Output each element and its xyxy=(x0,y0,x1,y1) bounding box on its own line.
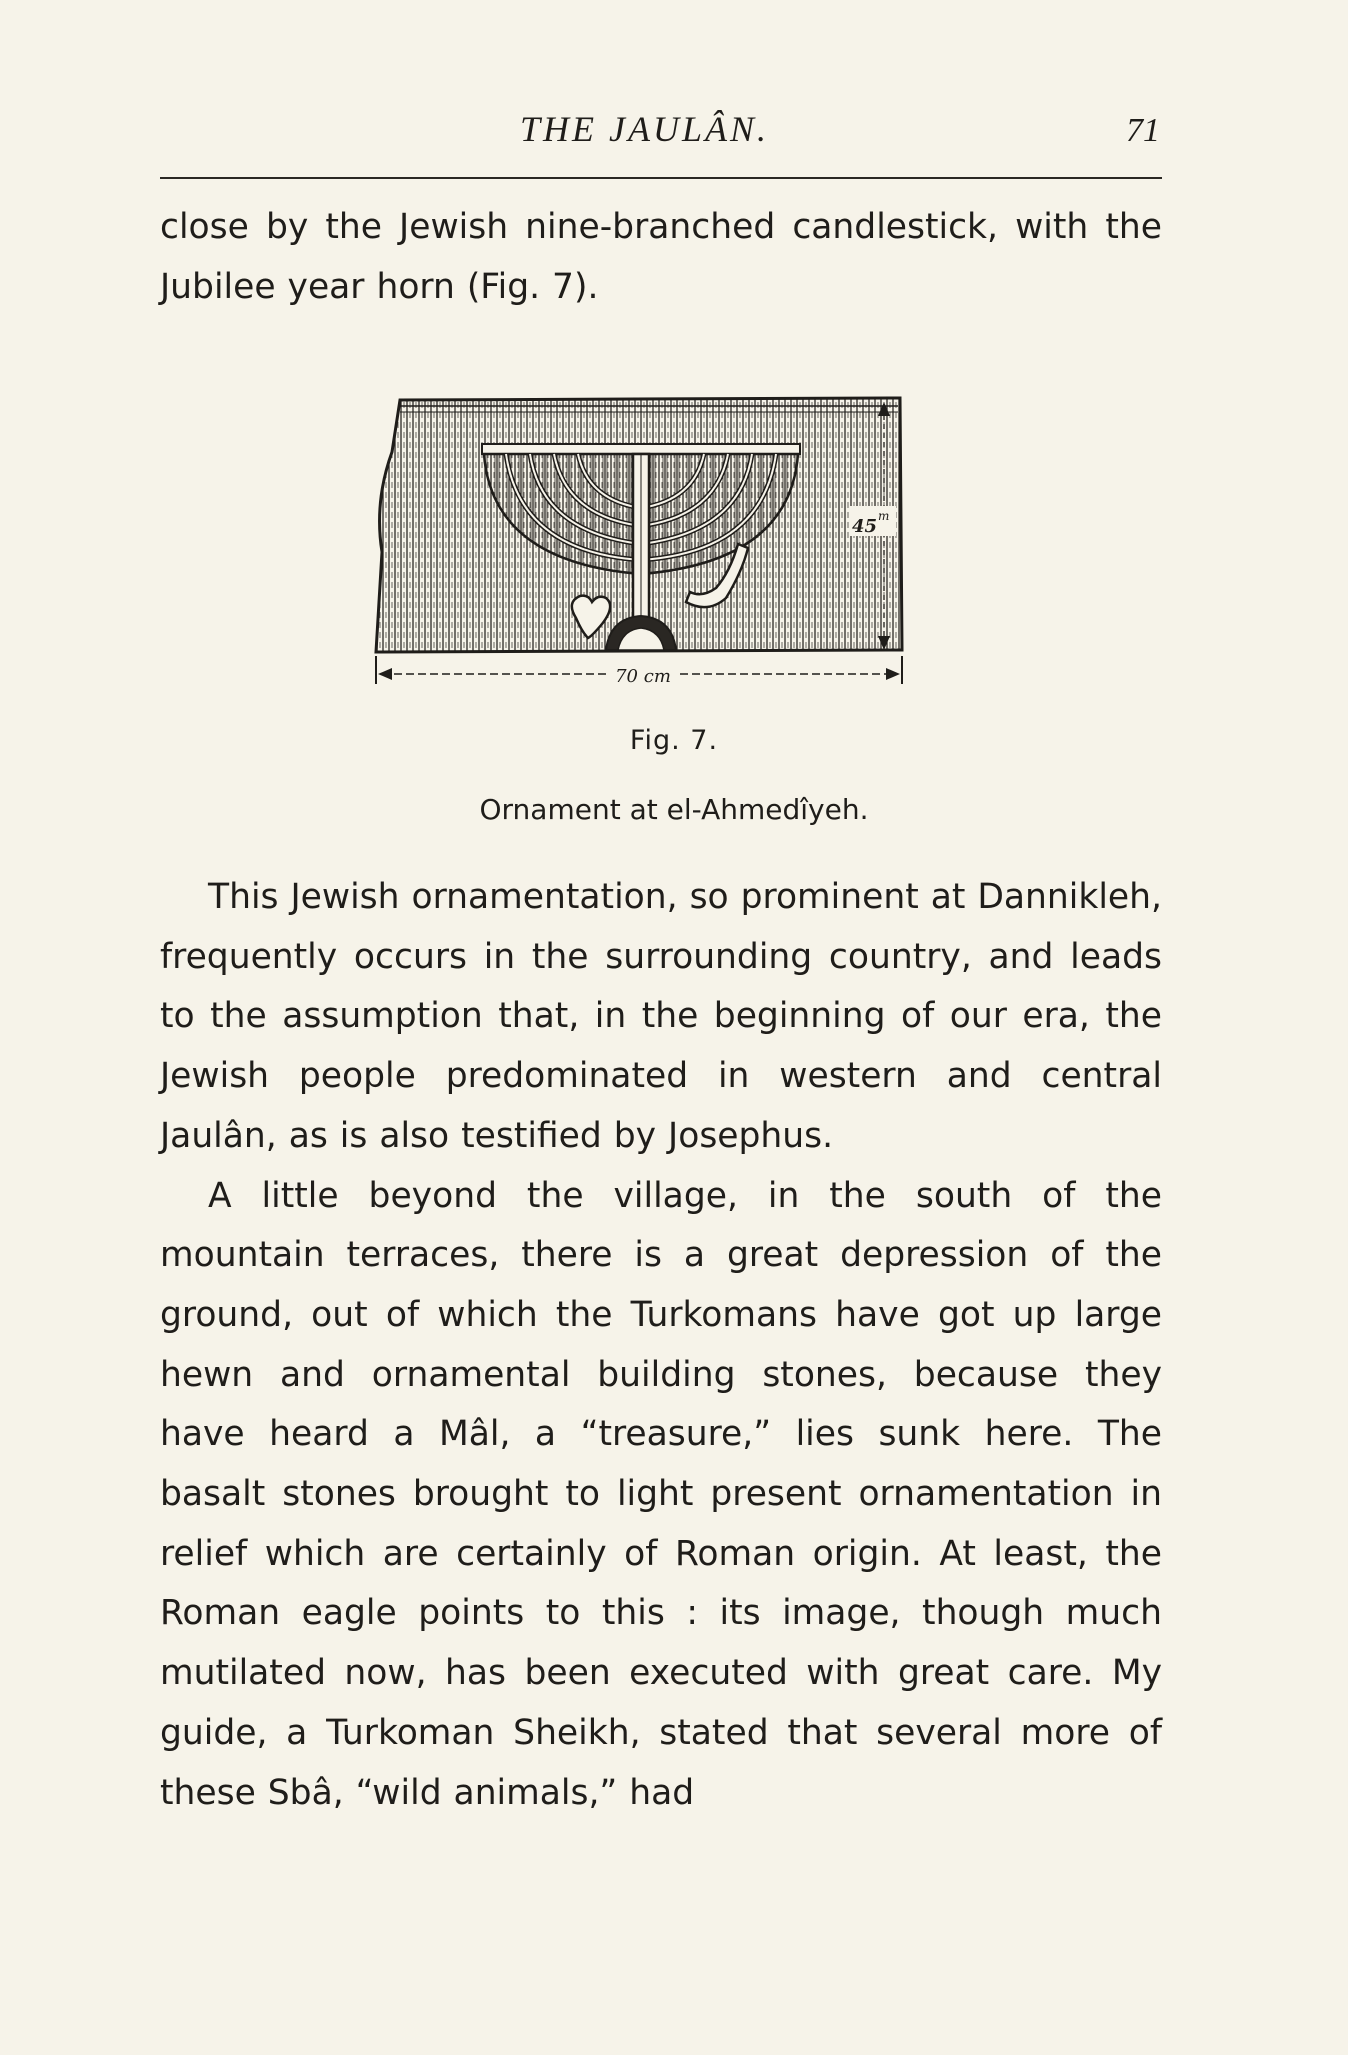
figure-7-illustration xyxy=(370,392,918,688)
page-number: 71 xyxy=(1126,112,1160,149)
height-label: 45 xyxy=(852,516,878,537)
paragraph-jewish-ornamentation: This Jewish ornamentation, so prominent at Dannikleh, frequently occurs in the surrounding country, and leads to the assumption that, in the beginning of our era, the Jewish people predominated in western and central Jaulân, as is also testified by Josephus. xyxy=(160,877,1162,1156)
width-label: 70 cm xyxy=(615,666,671,687)
text-block-top xyxy=(160,198,1162,317)
header-rule xyxy=(160,177,1162,179)
text-block-main xyxy=(160,868,1162,1823)
figure-caption: Ornament at el-Ahmedîyeh. xyxy=(479,793,869,826)
figure-label: Fig. 7. xyxy=(629,725,719,756)
intro-paragraph: close by the Jewish nine-branched candlestick, with the Jubilee year horn (Fig. 7). xyxy=(160,207,1162,307)
width-dimension xyxy=(376,656,902,687)
height-unit: m xyxy=(878,509,890,523)
running-head xyxy=(160,108,1160,158)
paragraph-roman-eagle: A little beyond the village, in the south of the mountain terraces, there is a great depression of the ground, out of which the Turkomans have got up large hewn and ornamental building stones, because they have heard a Mâl, a “treasure,” lies sunk here. The basalt stones brought to light present ornamentation in relief which are certainly of Roman origin. At least, the Roman eagle points to this : its image, though much mutilated now, has been executed with great care. My guide, a Turkoman Sheikh, stated that several more of these Sbâ, “wild animals,” had xyxy=(160,1175,1162,1813)
running-title: THE JAULÂN. xyxy=(520,109,769,149)
